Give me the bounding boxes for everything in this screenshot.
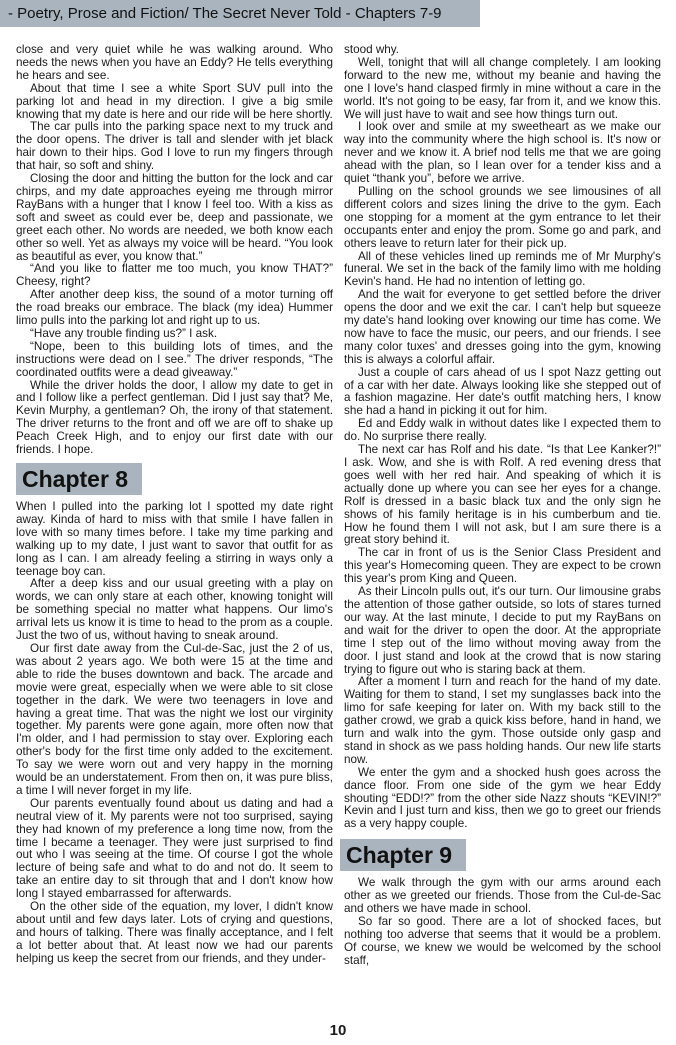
paragraph: The car pulls into the parking space next to my truck and the door opens. The driver is tall and slender with jet black hair down to their hips. God I love to run my fingers through that hair, so soft and shiny.	[16, 120, 333, 173]
paragraph: “Have any trouble finding us?” I ask.	[30, 326, 218, 340]
paragraph: I look over and smile at my sweetheart as we make our way into the community where the high school is. It's now or never and we know it. A brief nod tells me that we are going ahead with the plan, so I lean over for a tender kiss and a quiet “thank you”, before we arrive.	[344, 120, 661, 186]
paragraph: Just a couple of cars ahead of us I spot Nazz getting out of a car with her date. Always looking like she stepped out of a fashion magazine. Her date's outfit matching hers, I know she had a hand in picking it out for him.	[344, 365, 661, 418]
right-column	[344, 44, 661, 968]
paragraph: About that time I see a white Sport SUV pull into the parking lot and head in my direction. I give a big smile knowing that my date is here and our ride will be here shortly.	[16, 81, 333, 121]
paragraph: “And you like to flatter me too much, you know THAT?” Cheesy, right?	[16, 262, 333, 289]
paragraph: The car in front of us is the Senior Class President and this year's Homecoming queen. They are expect to be crown this year's prom King and Queen.	[344, 546, 661, 586]
paragraph: On the other side of the equation, my lover, I didn't know about until and few days later. Lots of crying and questions, and hours of talking. There was finally acceptance, and I felt a lot better about that. At least now we had our parents helping us keep the secret from our friends, and they under-	[16, 900, 333, 965]
paragraph: “Nope, been to this building lots of times, and the instructions were dead on I see.” The driver responds, “The coordinated outfits were a dead giveaway.”	[16, 339, 333, 379]
running-header: - Poetry, Prose and Fiction/ The Secret Never Told - Chapters 7-9	[0, 0, 480, 27]
paragraph: Pulling on the school grounds we see limousines of all different colors and sizes lining the drive to the gym. Each one stopping for a moment at the gym entrance to let their occupants enter and enjoy the prom. Some go and park, and others leave to return later for their pick up.	[344, 184, 661, 250]
paragraph: Closing the door and hitting the button for the lock and car chirps, and my date approaches eyeing me through mirror RayBans with a hunger that I know I feel too. With a kiss as soft and sweet as could ever be, deep and passionate, we greet each other. No words are needed, we both know each other so well. Yet as always my voice will be heard. “You look as beautiful as ever, you know that.”	[16, 172, 333, 263]
paragraph: close and very quiet while he was walking around. Who needs the news when you have an Eddy? He tells everything he hears and see.	[16, 43, 333, 82]
paragraph: As their Lincoln pulls out, it's our turn. Our limousine grabs the attention of those gather outside, so lots of stares turned our way. At the last minute, I decide to put my RayBans on and wait for the driver to open the door. At the appropriate time I step out of the limo without moving away from the door. I just stand and look at the crowd that is now staring trying to figure out who is staring back at them.	[344, 585, 661, 676]
paragraph: And the wait for everyone to get settled before the driver opens the door and we exit the car. I can't help but squeeze my date's hand looking over knowing our time has come. We now have to face the music, our peers, and our friends. I see many color tuxes' and dresses going into the gym, knowing this is always a colorful affair.	[344, 288, 661, 366]
paragraph: After a deep kiss and our usual greeting with a play on words, we can only stare at each other, knowing tonight will be something special no matter what happens. Our limo's arrival lets us know it is time to head to the prom as a couple. Just the two of us, without having to sneak around.	[16, 577, 333, 643]
left-column	[16, 44, 333, 966]
paragraph: After a moment I turn and reach for the hand of my date. Waiting for them to stand, I set my sunglasses back into the limo for safe keeping for later on. With my back still to the gather crowd, we grab a quick kiss before, hand in hand, we turn and walk into the gym. Those outside only gasp and stand in shock as we pass holding hands. Our new life starts now.	[344, 675, 661, 766]
paragraph: stood why.	[344, 43, 400, 56]
paragraph: Our parents eventually found about us dating and had a neutral view of it. My parents were not too surprised, saying they had known of my preference a long time now, from the time I became a teenager. They were just surprised to find out who I was seeing at the time. Of course I got the whole lecture of being safe and what to do and not do. It seem to take an entire day to sit through that and I don't know how long I stayed embarrassed for afterwards.	[16, 796, 333, 901]
paragraph: We enter the gym and a shocked hush goes across the dance floor. From one side of the gym we hear Eddy shouting “EDD!?” from the other side Nazz shouts “KEVIN!?” Kevin and I just turn and kiss, then we go to greet our friends as a very happy couple.	[344, 765, 661, 831]
paragraph: Ed and Eddy walk in without dates like I expected them to do. No surprise there really.	[344, 417, 661, 444]
paragraph: While the driver holds the door, I allow my date to get in and I follow like a perfect gentleman. Did I just say that? Me, Kevin Murphy, a gentleman? Oh, the irony of that statement. The driver returns to the front and off we are off to shake up Peach Creek High, and to enjoy our first date with our friends. I hope.	[16, 378, 333, 457]
paragraph: After another deep kiss, the sound of a motor turning off the road breaks our embrace. The black (my idea) Hummer limo pulls into the parking lot and right up to us.	[16, 288, 333, 328]
paragraph: All of these vehicles lined up reminds me of Mr Murphy's funeral. We set in the back of the family limo with me holding Kevin's hand. He had no intention of letting go.	[344, 249, 661, 289]
paragraph: We walk through the gym with our arms around each other as we greeted our friends. Those from the Cul-de-Sac and others we have made in school.	[344, 876, 661, 916]
chapter-9-heading: Chapter 9	[340, 839, 466, 871]
paragraph: The next car has Rolf and his date. “Is that Lee Kanker?!” I ask. Wow, and she is with Rolf. A red evening dress that goes well with her red hair. And speaking of which it is actually done up where you can see her eyes for a change. Rolf is dressed in a basic black tux and the only sign he shows of his family heritage is in his cumberbum and tie. How he found them I will not ask, but I am sure there is a great story behind it.	[344, 443, 661, 547]
page-number: 10	[329, 1022, 347, 1039]
paragraph: So far so good. There are a lot of shocked faces, but nothing too adverse that seems that it would be a problem. Of course, we knew we would be welcomed by the school staff,	[344, 915, 661, 967]
paragraph: Well, tonight that will all change completely. I am looking forward to the new me, without my beanie and having the one I love's hand clasped firmly in mine without a care in the world. It's not going to be easy, far from it, and we know this. We will just have to wait and see how things turn out.	[344, 55, 661, 121]
paragraph: When I pulled into the parking lot I spotted my date right away. Kinda of hard to miss with that smile I have fallen in love with so many times before. I take my time parking and walking up to my date, I just want to savor that outfit for as long as I can. I am already feeling a stirring in ways only a teenage boy can.	[16, 500, 333, 578]
chapter-8-heading: Chapter 8	[16, 463, 142, 495]
paragraph: Our first date away from the Cul-de-Sac, just the 2 of us, was about 2 years ago. We both were 15 at the time and able to ride the buses downtown and back. The arcade and movie were great, especially when we were able to sit close together in the dark. We were two teenagers in love and having a great time. That was the night we lost our virginity together. My parents were gone again, more often now that I'm older, and I had permission to stay over. Exploring each other's body for the first time only added to the excitement. To say we were worn out and very happy in the morning would be an understatement. From then on, it was pure bliss, a time I will never forget in my life.	[16, 641, 333, 797]
